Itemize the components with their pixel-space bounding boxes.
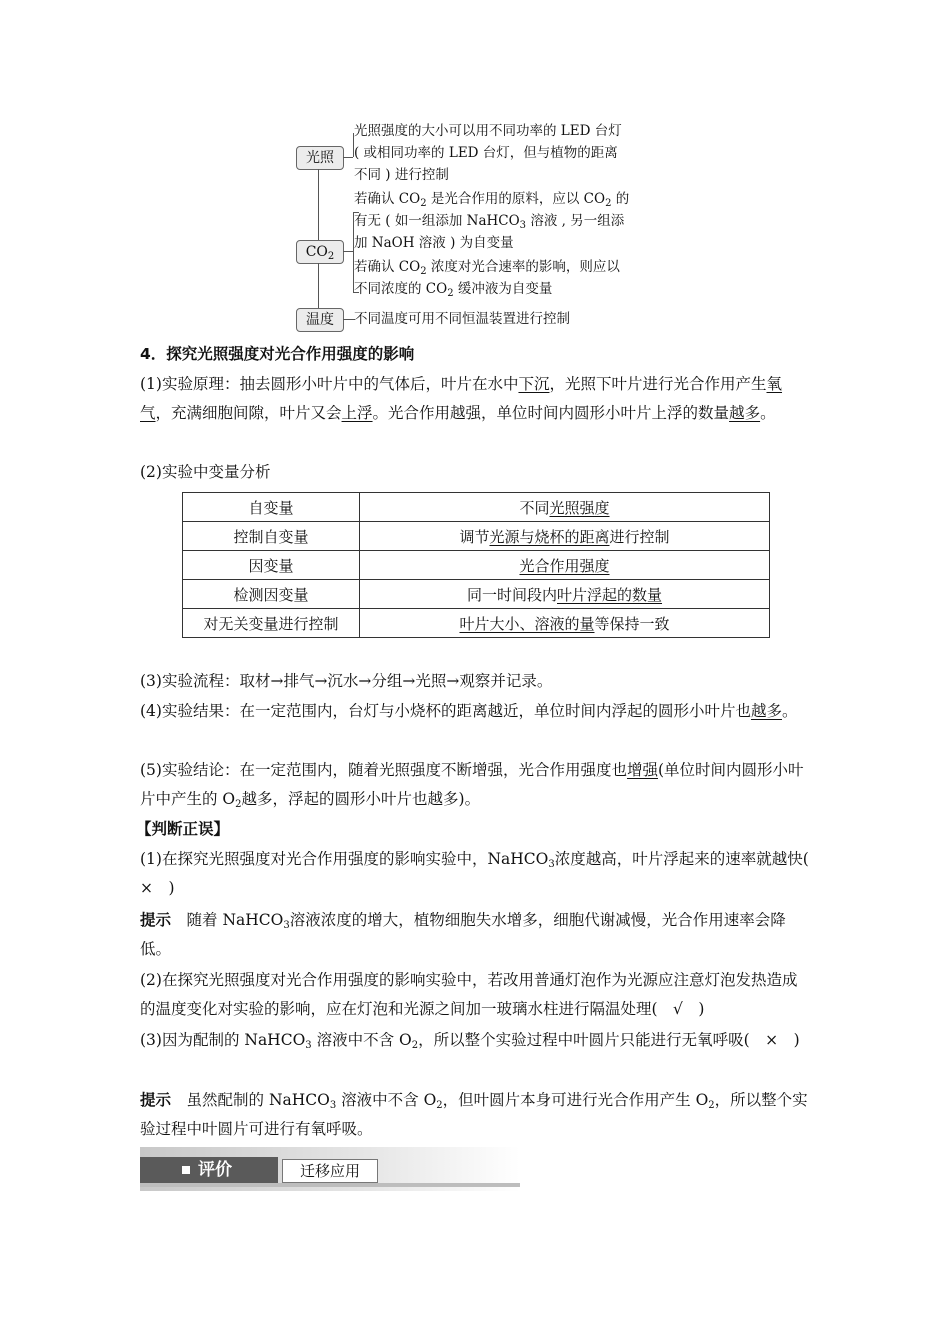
light-description: 光照强度的大小可以用不同功率的 LED 台灯 ( 或相同功率的 LED 台灯，但与植物的距离 不同 ) 进行控制	[354, 123, 622, 183]
table-row: 控制自变量 调节光源与烧杯的距离进行控制	[183, 522, 770, 551]
trunk-line-top	[318, 169, 319, 240]
experiment-procedure: (3)实验流程：取材→排气→沉水→分组→光照→观察并记录。	[140, 672, 553, 690]
banner-title: 评价	[198, 1160, 232, 1180]
experiment-principle: (1)实验原理：抽去圆形小叶片中的气体后，叶片在水中下沉，光照下叶片进行光合作用产生氧气，充满细胞间隙，叶片又会上浮。光合作用越强，单位时间内圆形小叶片上浮的数量越多。	[140, 375, 783, 422]
trunk-line-bottom	[318, 263, 319, 308]
table-row: 对无关变量进行控制 叶片大小、溶液的量等保持一致	[183, 609, 770, 638]
square-bullet-icon	[182, 1166, 190, 1174]
variable-analysis-heading: (2)实验中变量分析	[140, 463, 271, 481]
experiment-conclusion: (5)实验结论：在一定范围内，随着光照强度不断增强，光合作用强度也增强(单位时间内圆形小叶片中产生的 $O_2$越多，浮起的圆形小叶片也越多)。	[140, 761, 804, 810]
judge-title: 【判断正误】	[136, 820, 230, 838]
co2-description-b: 若确认 $CO_2$ 浓度对光合速率的影响，则应以 不同浓度的 $CO_2$ 缓冲液为自变量	[354, 259, 620, 299]
experiment-result: (4)实验结果：在一定范围内，台灯与小烧杯的距离越近，单位时间内浮起的圆形小叶片也越多。	[140, 702, 798, 720]
co2-description-a: 若确认 $CO_2$ 是光合作用的原料，应以 $CO_2$ 的 有无 ( 如一组添加 NaHCO$_3$ 溶液 , 另一组添 加 NaOH 溶液 ) 为自变量	[354, 191, 630, 251]
hint-3: 提示 虽然配制的 NaHCO$_3$ 溶液中不含 $O_2$，但叶圆片本身可进行光合作用产生 $O_2$，所以整个实验过程中叶圆片可进行有氧呼吸。	[140, 1091, 808, 1138]
table-row: 自变量 不同光照强度	[183, 493, 770, 522]
node-co2: $CO_2$	[296, 240, 344, 264]
hint-1: 提示 随着 NaHCO$_3$溶液浓度的增大，植物细胞失水增多，细胞代谢减慢，光合作用速率会降低。	[140, 911, 786, 958]
judge-question-3: (3)因为配制的 NaHCO$_3$ 溶液中不含 $O_2$，所以整个实验过程中叶圆片只能进行无氧呼吸( × )	[140, 1031, 800, 1051]
variable-table	[182, 492, 770, 638]
banner-underline	[140, 1183, 520, 1187]
node-light: 光照	[296, 146, 344, 170]
section-heading: 4．探究光照强度对光合作用强度的影响	[140, 345, 415, 363]
co2-connector	[343, 251, 353, 252]
judge-question-2: (2)在探究光照强度对光合作用强度的影响实验中，若改用普通灯泡作为光源应注意灯泡发热造成的温度变化对实验的影响，应在灯泡和光源之间加一玻璃水柱进行隔温处理( √ )	[140, 971, 798, 1018]
node-temperature: 温度	[296, 308, 344, 332]
table-row: 因变量 光合作用强度	[183, 551, 770, 580]
table-row: 检测因变量 同一时间段内叶片浮起的数量	[183, 580, 770, 609]
light-connector	[343, 157, 353, 158]
evaluation-banner	[140, 1147, 520, 1191]
temperature-description: 不同温度可用不同恒温装置进行控制	[354, 311, 570, 327]
judge-question-1: (1)在探究光照强度对光合作用强度的影响实验中，NaHCO$_3$浓度越高，叶片浮起来的速率就越快( × )	[140, 850, 825, 897]
variable-control-diagram	[290, 118, 670, 338]
banner-tab: 迁移应用	[282, 1159, 378, 1183]
